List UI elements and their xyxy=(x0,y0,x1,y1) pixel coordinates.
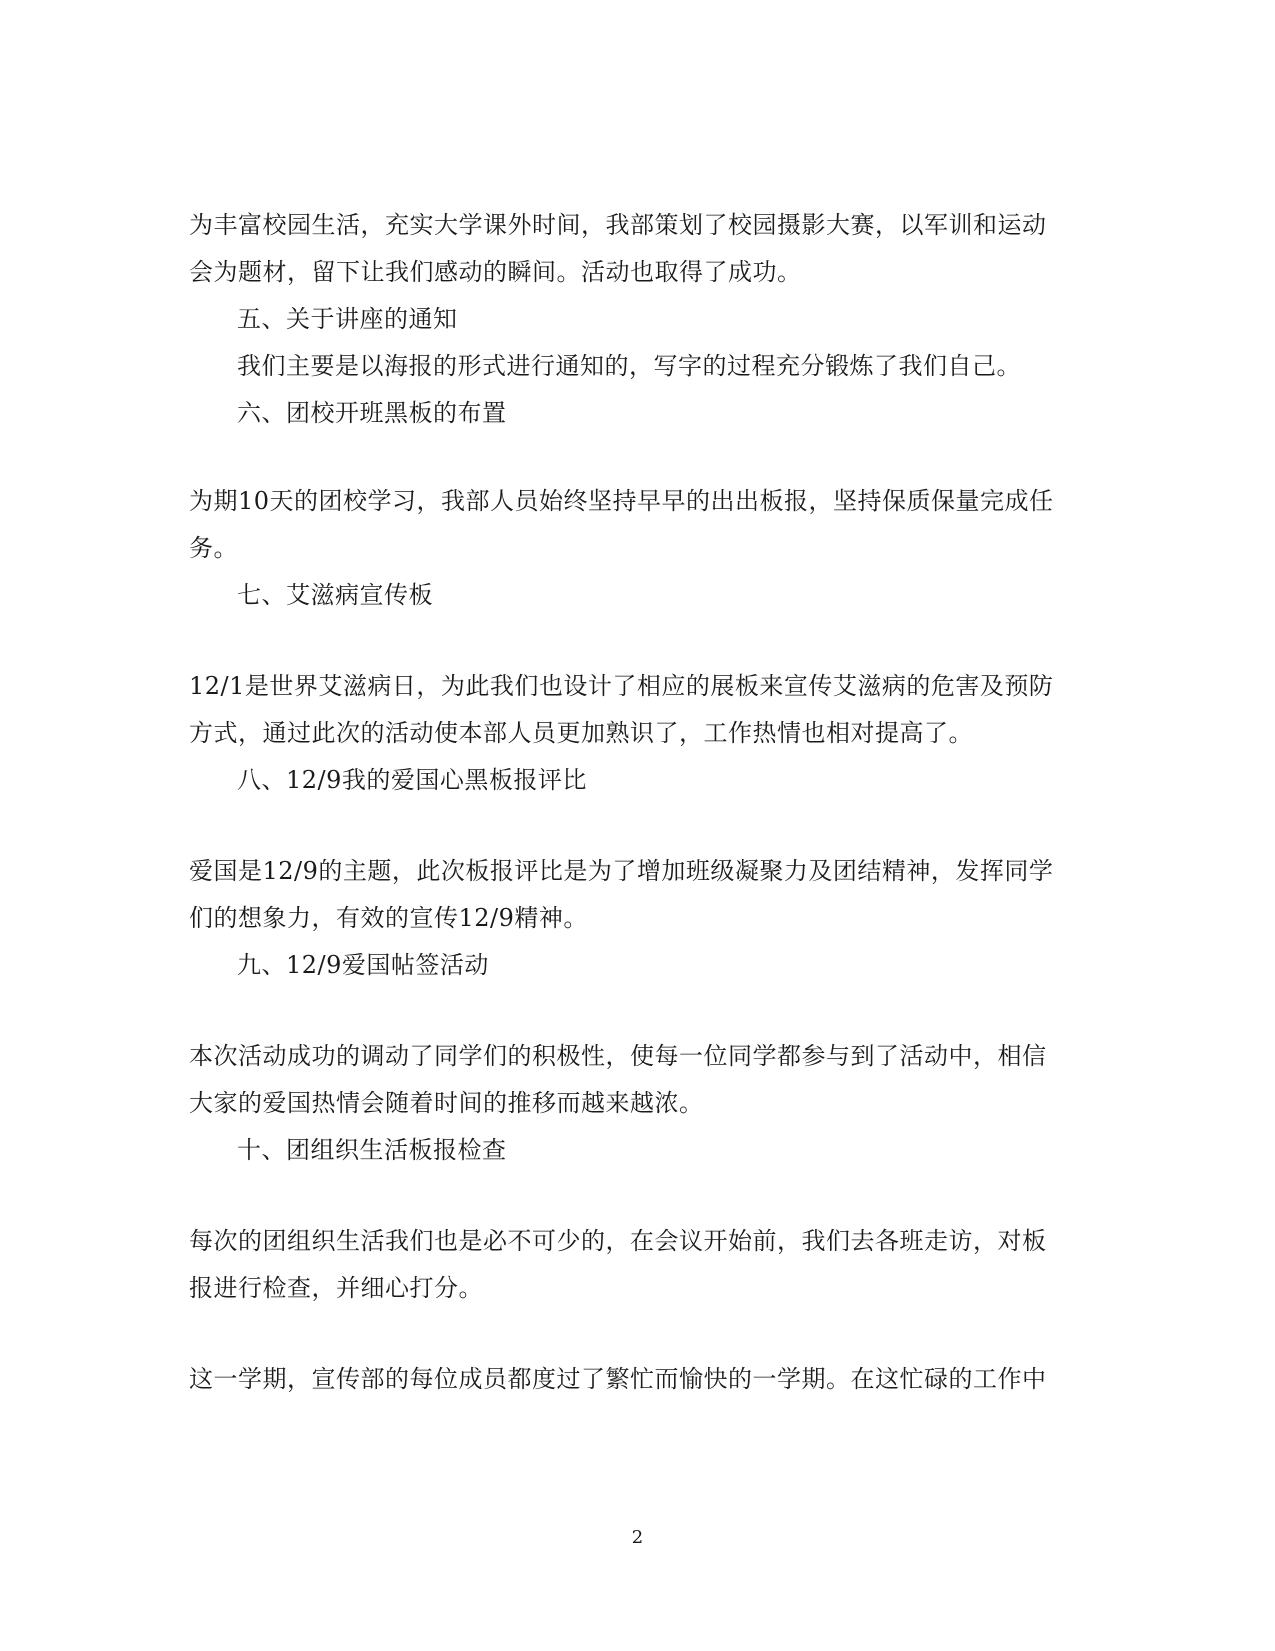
section-heading-10: 十、团组织生活板报检查 xyxy=(237,1136,507,1164)
section-heading-7: 七、艾滋病宣传板 xyxy=(237,581,433,609)
body-text-line: 为丰富校园生活，充实大学课外时间，我部策划了校园摄影大赛，以军训和运动 xyxy=(189,211,1047,239)
body-text-line: 务。 xyxy=(189,534,238,562)
body-text-line: 们的想象力，有效的宣传12/9精神。 xyxy=(189,904,588,932)
section-heading-8: 八、12/9我的爱国心黑板报评比 xyxy=(237,766,587,794)
section-heading-9: 九、12/9爱国帖签活动 xyxy=(237,951,489,979)
body-text-line: 12/1是世界艾滋病日，为此我们也设计了相应的展板来宣传艾滋病的危害及预防 xyxy=(189,672,1054,700)
body-text-line: 方式，通过此次的活动使本部人员更加熟识了，工作热情也相对提高了。 xyxy=(189,719,973,747)
body-text-line: 本次活动成功的调动了同学们的积极性，使每一位同学都参与到了活动中，相信 xyxy=(189,1042,1047,1070)
body-text-line: 我们主要是以海报的形式进行通知的，写字的过程充分锻炼了我们自己。 xyxy=(237,352,1021,380)
body-text-line: 会为题材，留下让我们感动的瞬间。活动也取得了成功。 xyxy=(189,258,802,286)
body-text-line: 大家的爱国热情会随着时间的推移而越来越浓。 xyxy=(189,1089,704,1117)
body-text-line: 报进行检查，并细心打分。 xyxy=(189,1274,483,1302)
page-number: 2 xyxy=(631,1527,644,1548)
body-text-line: 爱国是12/9的主题，此次板报评比是为了增加班级凝聚力及团结精神，发挥同学 xyxy=(189,857,1054,885)
section-heading-6: 六、团校开班黑板的布置 xyxy=(237,399,507,427)
body-text-line: 这一学期，宣传部的每位成员都度过了繁忙而愉快的一学期。在这忙碌的工作中 xyxy=(189,1365,1047,1393)
body-text-line: 每次的团组织生活我们也是必不可少的，在会议开始前，我们去各班走访，对板 xyxy=(189,1227,1047,1255)
body-text-line: 为期10天的团校学习，我部人员始终坚持早早的出出板报，坚持保质保量完成任 xyxy=(189,487,1054,515)
section-heading-5: 五、关于讲座的通知 xyxy=(237,305,458,333)
